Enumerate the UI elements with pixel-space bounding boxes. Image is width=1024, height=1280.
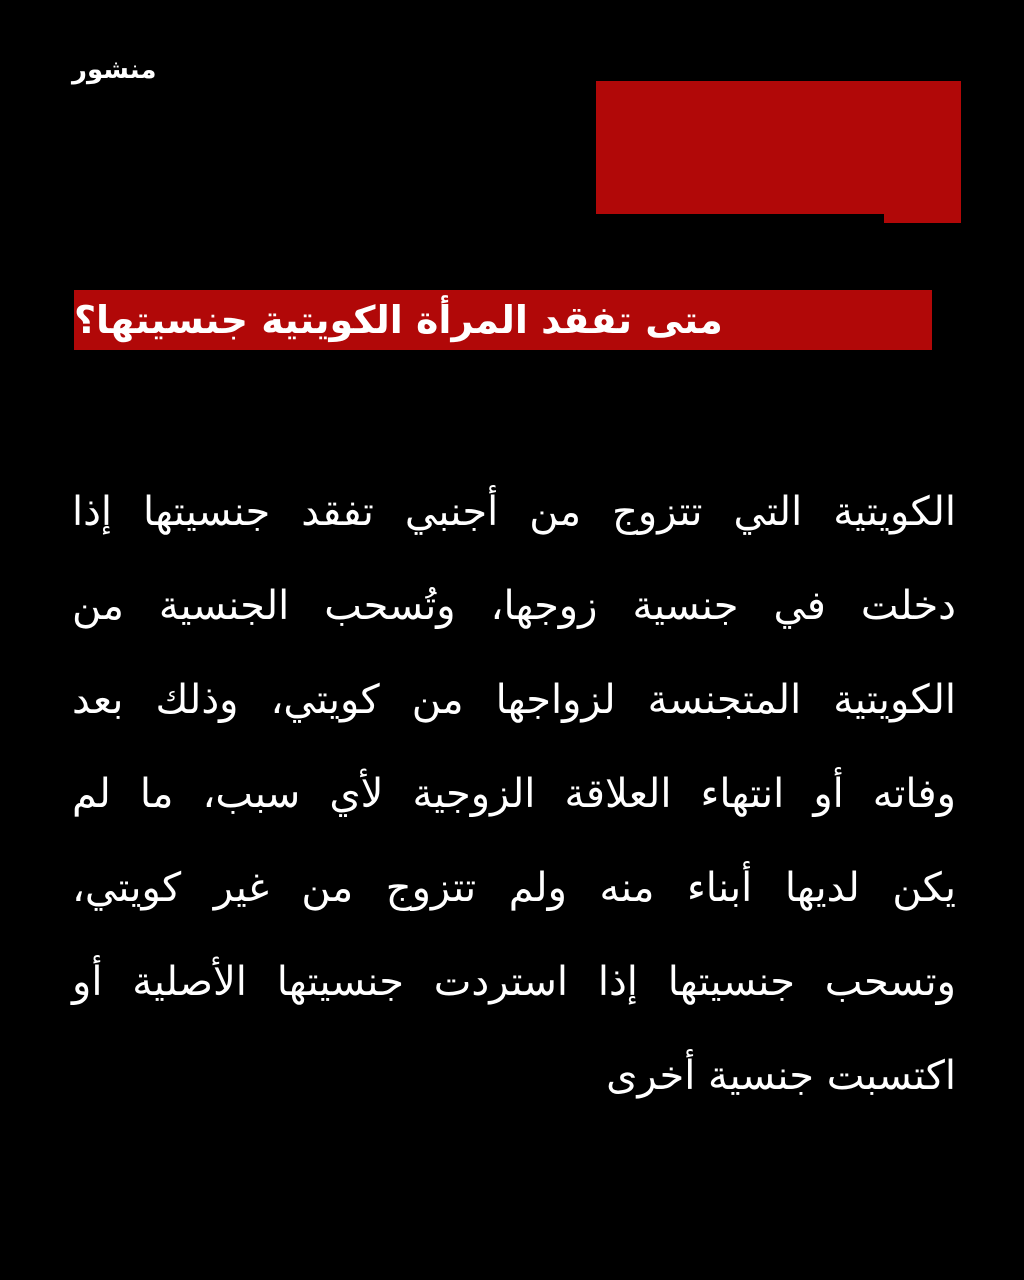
decorative-red-block (596, 81, 961, 214)
body-line: دخلت في جنسية زوجها، وتُسحب الجنسية من (72, 583, 956, 629)
body-paragraph (72, 476, 956, 1134)
headline: متى تفقد المرأة الكويتية جنسيتها؟ (74, 290, 932, 350)
body-line: الكويتية المتجنسة لزواجها من كويتي، وذلك بعد (72, 677, 956, 723)
body-line: وفاته أو انتهاء العلاقة الزوجية لأي سبب، ما لم (72, 771, 956, 817)
brand-logo: منشور (72, 55, 157, 85)
body-line: يكن لديها أبناء منه ولم تتزوج من غير كويتي، (72, 865, 956, 911)
body-line: اكتسبت جنسية أخرى (606, 1053, 956, 1099)
decorative-red-notch (884, 214, 961, 223)
body-line: الكويتية التي تتزوج من أجنبي تفقد جنسيتها إذا (72, 489, 956, 535)
body-line: وتسحب جنسيتها إذا استردت جنسيتها الأصلية أو (72, 959, 956, 1005)
